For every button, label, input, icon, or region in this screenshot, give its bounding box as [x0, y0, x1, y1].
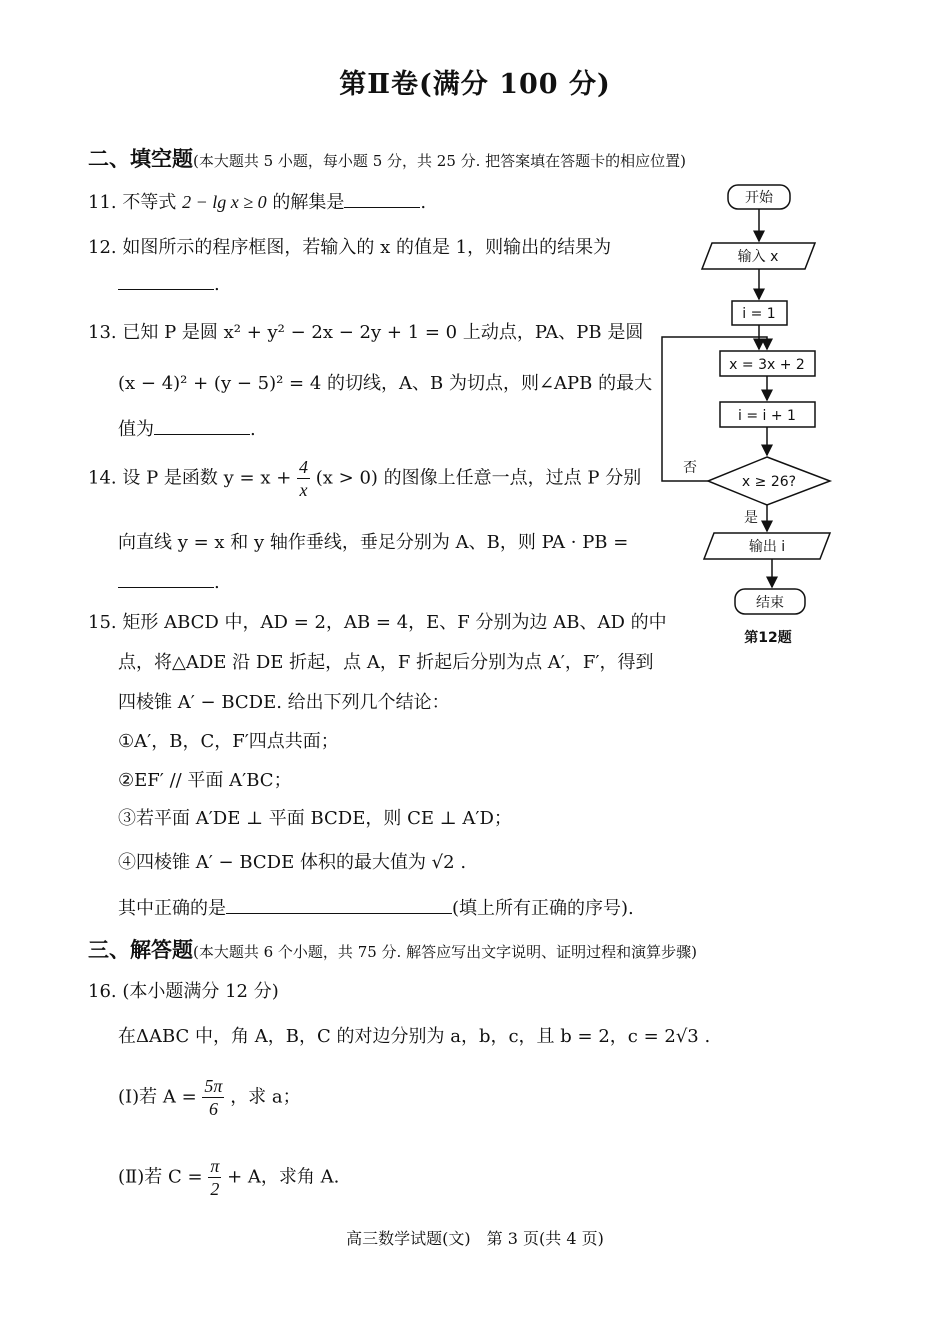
q14-answer-blank[interactable]	[118, 586, 214, 588]
question-15-line-1: 15. 矩形 ABCD 中，AD = 2，AB = 4，E、F 分别为边 AB、AD 的中	[88, 612, 667, 633]
flowchart-yes-label: 是	[744, 510, 758, 526]
section-2-note: (本大题共 5 小题，每小题 5 分，共 25 分. 把答案填在答题卡的相应位置)	[193, 152, 687, 170]
section-2-heading-row	[88, 143, 686, 173]
q13-line-3: 值为	[118, 419, 154, 440]
q16-part-1-suffix: ，求 a；	[230, 1086, 301, 1108]
flowchart-output-label: 输出 i	[748, 539, 786, 555]
q14-prefix: 14. 设 P 是函数 y = x +	[88, 467, 292, 489]
q12-answer-row	[118, 274, 220, 295]
q16-part-1-fraction	[202, 1075, 224, 1120]
section-3-heading-row	[88, 934, 697, 964]
q11-answer-blank[interactable]	[344, 206, 420, 208]
question-15-line-2: 点，将△ADE 沿 DE 折起，点 A，F 折起后分别为点 A′，F′，得到	[118, 652, 654, 673]
page-title: 第Ⅱ卷(满分 100 分)	[339, 69, 611, 100]
q11-suffix: 的解集是	[272, 192, 345, 213]
flowchart-end-label: 结束	[756, 595, 784, 611]
q16-part-2-denominator: 2	[210, 1179, 220, 1199]
flowchart-input-label: 输入 x	[737, 249, 779, 265]
flowchart-no-label: 否	[683, 460, 697, 476]
q11-expression: 2 − lg x ≥ 0	[182, 192, 267, 212]
q14-fraction-numerator: 4	[299, 457, 309, 477]
q15-answer-blank[interactable]	[226, 912, 452, 914]
page-footer: 高三数学试题(文) 第 3 页(共 4 页)	[346, 1229, 604, 1248]
flowchart-init-label: i = 1	[742, 306, 776, 322]
question-16-stem: 在ΔABC 中，角 A，B，C 的对边分别为 a，b，c，且 b = 2，c = 2√3 .	[118, 1026, 711, 1047]
question-13-line-1: 13. 已知 P 是圆 x² + y² − 2x − 2y + 1 = 0 上动点，PA、PB 是圆	[88, 322, 644, 343]
section-3-heading: 三、解答题	[88, 937, 193, 962]
question-14-line-2: 向直线 y = x 和 y 轴作垂线，垂足分别为 A、B，则 PA · PB =	[118, 532, 629, 553]
q14-answer-row	[118, 572, 220, 593]
q15-conclusion-3: ③若平面 A′DE ⊥ 平面 BCDE，则 CE ⊥ A′D；	[118, 808, 512, 829]
q15-answer-row	[118, 894, 634, 920]
q14-fraction	[297, 456, 310, 501]
q14-end: .	[214, 572, 220, 593]
q13-end: .	[250, 419, 256, 440]
q14-suffix: (x > 0) 的图像上任意一点，过点 P 分别	[315, 467, 642, 489]
flowchart-start-label: 开始	[745, 190, 773, 206]
question-11	[88, 188, 426, 214]
q12-answer-blank[interactable]	[118, 288, 214, 290]
q16-part-1-numerator: 5π	[204, 1076, 223, 1096]
q15-answer-suffix: (填上所有正确的序号).	[452, 898, 634, 919]
q13-answer-blank[interactable]	[154, 433, 250, 435]
flowchart-caption: 第12题	[744, 630, 792, 646]
q16-part-2-numerator: π	[210, 1156, 220, 1176]
question-14-line-1	[88, 456, 641, 501]
q15-answer-prefix: 其中正确的是	[118, 898, 226, 919]
section-3-note: (本大题共 6 个小题，共 75 分. 解答应写出文字说明、证明过程和演算步骤)	[193, 943, 697, 961]
flowchart-update-x-label: x = 3x + 2	[729, 357, 805, 373]
flowchart	[650, 175, 850, 655]
q12-end: .	[214, 274, 220, 295]
question-15-line-3: 四棱锥 A′ − BCDE. 给出下列几个结论：	[118, 692, 450, 713]
q14-fraction-denominator: x	[299, 480, 308, 500]
q16-part-1	[118, 1075, 301, 1120]
q16-part-2-prefix: (Ⅱ)若 C =	[118, 1166, 203, 1188]
q16-part-1-denominator: 6	[208, 1099, 218, 1119]
q11-prefix: 11. 不等式	[88, 192, 177, 213]
question-13-line-2: (x − 4)² + (y − 5)² = 4 的切线，A、B 为切点，则∠APB 的最大	[118, 373, 653, 394]
q16-part-2	[118, 1155, 339, 1200]
q11-end: .	[420, 192, 427, 213]
section-2-heading: 二、填空题	[88, 146, 193, 171]
flowchart-update-i-label: i = i + 1	[738, 408, 796, 424]
q15-conclusion-1: ①A′，B，C，F′四点共面；	[118, 731, 339, 752]
q16-part-1-prefix: (Ⅰ)若 A =	[118, 1086, 197, 1108]
q15-conclusion-4: ④四棱锥 A′ − BCDE 体积的最大值为 √2 .	[118, 852, 467, 873]
question-12: 12. 如图所示的程序框图，若输入的 x 的值是 1，则输出的结果为	[88, 237, 612, 258]
question-16-header: 16. (本小题满分 12 分)	[88, 981, 279, 1002]
q16-part-2-fraction	[208, 1155, 221, 1200]
q16-part-2-suffix: + A，求角 A.	[227, 1166, 340, 1188]
q15-conclusion-2: ②EF′ // 平面 A′BC；	[118, 770, 292, 791]
q13-answer-row	[118, 415, 256, 441]
flowchart-condition-label: x ≥ 26?	[741, 474, 797, 490]
